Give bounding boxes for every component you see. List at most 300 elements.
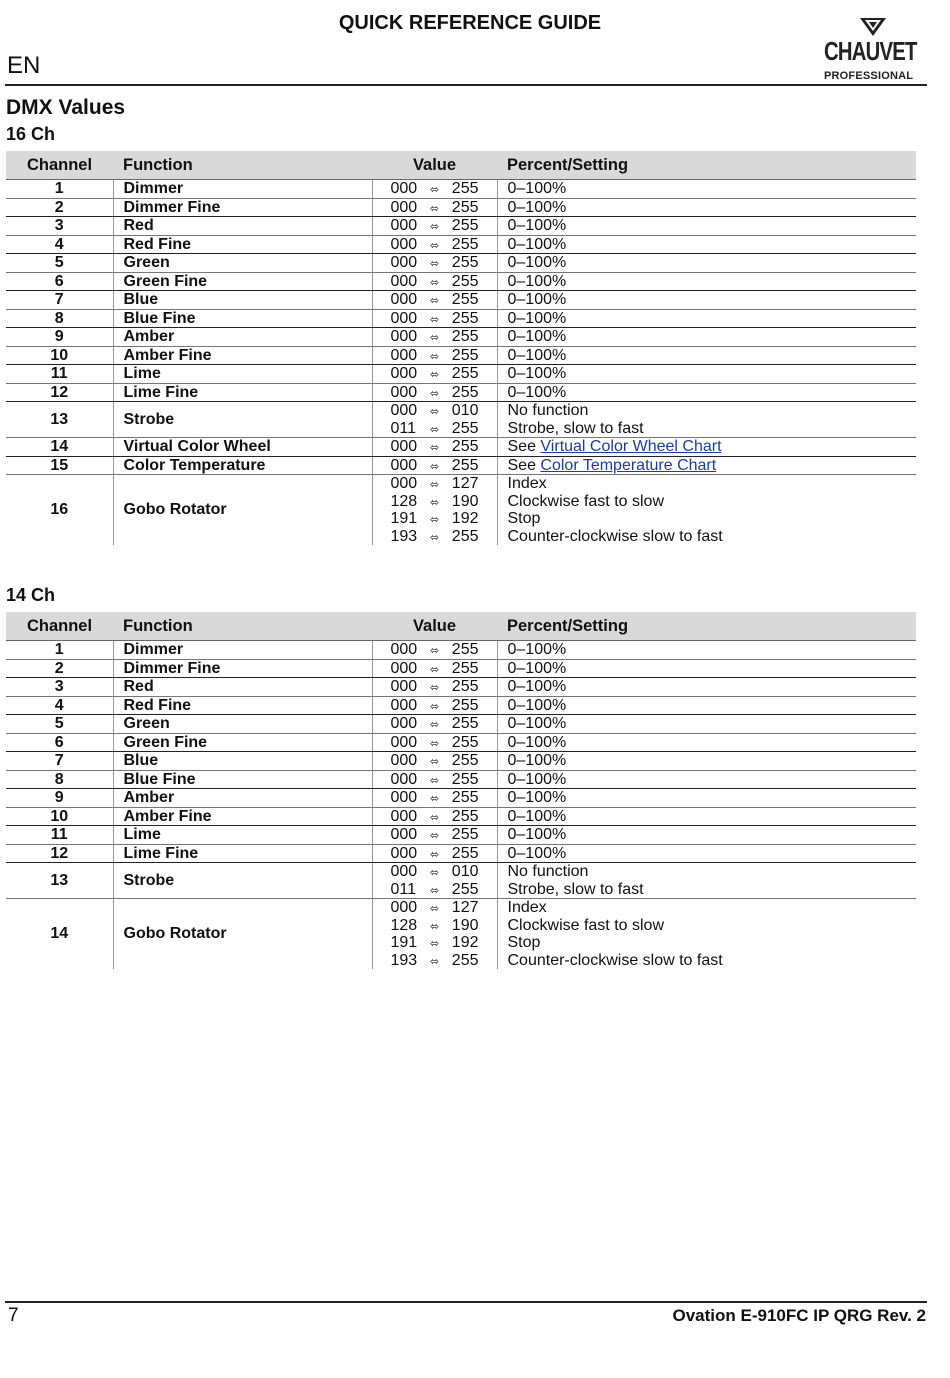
channel-cell: 11 bbox=[6, 826, 113, 845]
value-low: 000 bbox=[390, 456, 418, 474]
value-high: 255 bbox=[451, 770, 479, 788]
setting-cell bbox=[497, 254, 916, 273]
setting-cell bbox=[497, 402, 916, 438]
value-low: 000 bbox=[390, 733, 418, 751]
function-cell: Green bbox=[113, 715, 372, 734]
column-header-value: Value bbox=[372, 151, 497, 180]
setting-text bbox=[508, 438, 917, 456]
function-cell: Dimmer Fine bbox=[113, 659, 372, 678]
setting-text: 0–100% bbox=[507, 733, 567, 751]
value-high: 255 bbox=[451, 346, 479, 364]
logo-subtitle: PROFESSIONAL bbox=[824, 70, 914, 82]
value-range bbox=[391, 917, 497, 935]
value-cell bbox=[372, 309, 497, 328]
value-range bbox=[391, 697, 497, 715]
value-range bbox=[391, 881, 497, 899]
language-code: EN bbox=[7, 52, 41, 79]
value-high: 255 bbox=[451, 715, 479, 732]
double-arrow-icon: ⬄ bbox=[429, 774, 440, 787]
setting-text: No function bbox=[507, 863, 589, 880]
value-low: 000 bbox=[390, 291, 418, 308]
setting-cell bbox=[497, 198, 916, 217]
value-range bbox=[391, 899, 497, 917]
setting-cell bbox=[497, 475, 916, 546]
double-arrow-icon: ⬄ bbox=[429, 830, 440, 842]
value-cell bbox=[372, 715, 497, 734]
table-row bbox=[6, 235, 916, 254]
dmx-table-16ch bbox=[6, 151, 916, 545]
function-cell: Virtual Color Wheel bbox=[113, 438, 372, 457]
table-header-row bbox=[6, 612, 916, 641]
logo-wordmark: CHAUVET bbox=[824, 36, 917, 66]
value-range bbox=[391, 934, 497, 952]
value-cell bbox=[372, 254, 497, 273]
value-cell bbox=[372, 180, 497, 199]
channel-cell: 15 bbox=[6, 456, 113, 475]
double-arrow-icon: ⬄ bbox=[429, 423, 440, 436]
column-header-function: Function bbox=[113, 151, 372, 180]
value-cell bbox=[372, 198, 497, 217]
header-rule bbox=[5, 84, 927, 86]
channel-cell: 8 bbox=[6, 309, 113, 328]
setting-text: 0–100% bbox=[507, 696, 567, 714]
table-row bbox=[6, 402, 916, 438]
channel-cell: 10 bbox=[6, 346, 113, 365]
double-arrow-icon: ⬄ bbox=[429, 514, 440, 526]
value-cell bbox=[372, 365, 497, 384]
setting-cell bbox=[497, 365, 916, 384]
channel-cell: 1 bbox=[6, 641, 113, 660]
double-arrow-icon: ⬄ bbox=[429, 920, 440, 933]
function-cell: Red bbox=[113, 217, 372, 236]
channel-cell: 7 bbox=[6, 291, 113, 310]
value-range bbox=[391, 199, 497, 217]
value-low: 000 bbox=[390, 365, 418, 382]
channel-cell: 4 bbox=[6, 696, 113, 715]
column-header-channel: Channel bbox=[6, 612, 113, 641]
table-row bbox=[6, 272, 916, 291]
table-row bbox=[6, 899, 916, 970]
table-row bbox=[6, 789, 916, 808]
double-arrow-icon: ⬄ bbox=[429, 332, 440, 344]
function-cell: Red bbox=[113, 678, 372, 697]
value-high: 190 bbox=[451, 492, 479, 510]
double-arrow-icon: ⬄ bbox=[429, 848, 440, 861]
value-cell bbox=[372, 770, 497, 789]
setting-text: Counter-clockwise slow to fast bbox=[507, 951, 723, 969]
value-range bbox=[391, 952, 497, 970]
table-row bbox=[6, 844, 916, 863]
value-high: 255 bbox=[451, 419, 479, 437]
value-cell bbox=[372, 863, 497, 899]
footer-rule bbox=[5, 1301, 927, 1303]
value-high: 255 bbox=[451, 678, 479, 695]
double-arrow-icon: ⬄ bbox=[429, 938, 440, 950]
value-low: 193 bbox=[390, 527, 418, 545]
channel-cell: 2 bbox=[6, 659, 113, 678]
function-cell: Gobo Rotator bbox=[113, 475, 372, 546]
value-low: 000 bbox=[390, 198, 418, 216]
value-low: 000 bbox=[390, 309, 418, 327]
table-row bbox=[6, 291, 916, 310]
function-cell: Red Fine bbox=[113, 696, 372, 715]
channel-cell: 7 bbox=[6, 752, 113, 771]
table-row bbox=[6, 733, 916, 752]
setting-text: 0–100% bbox=[507, 198, 567, 216]
setting-text: 0–100% bbox=[507, 235, 567, 253]
value-range bbox=[391, 347, 497, 365]
value-range bbox=[391, 328, 497, 346]
channel-cell: 3 bbox=[6, 678, 113, 697]
value-low: 011 bbox=[390, 419, 417, 437]
table-title-14ch: 14 Ch bbox=[6, 585, 56, 605]
value-range bbox=[391, 510, 497, 528]
double-arrow-icon: ⬄ bbox=[429, 442, 440, 454]
setting-cell bbox=[497, 752, 916, 771]
value-cell bbox=[372, 807, 497, 826]
value-cell bbox=[372, 475, 497, 546]
value-low: 128 bbox=[390, 492, 418, 510]
setting-cell bbox=[497, 826, 916, 845]
function-cell: Lime Fine bbox=[113, 383, 372, 402]
value-cell bbox=[372, 752, 497, 771]
double-arrow-icon: ⬄ bbox=[429, 496, 440, 509]
setting-text: Counter-clockwise slow to fast bbox=[507, 527, 723, 545]
value-low: 000 bbox=[390, 863, 418, 880]
table-row bbox=[6, 770, 916, 789]
setting-cell bbox=[497, 272, 916, 291]
value-low: 000 bbox=[390, 475, 418, 492]
setting-text: 0–100% bbox=[507, 328, 567, 345]
setting-text: 0–100% bbox=[507, 844, 567, 862]
value-range bbox=[391, 826, 497, 844]
setting-text: 0–100% bbox=[507, 365, 567, 382]
double-arrow-icon: ⬄ bbox=[429, 276, 440, 289]
table-row bbox=[6, 254, 916, 273]
value-range bbox=[391, 752, 497, 770]
table-row bbox=[6, 659, 916, 678]
function-cell: Dimmer Fine bbox=[113, 198, 372, 217]
value-low: 128 bbox=[390, 916, 418, 934]
function-cell: Color Temperature bbox=[113, 456, 372, 475]
setting-text: 0–100% bbox=[507, 789, 567, 806]
value-cell bbox=[372, 291, 497, 310]
value-low: 000 bbox=[390, 180, 418, 197]
function-cell: Gobo Rotator bbox=[113, 899, 372, 970]
channel-cell: 10 bbox=[6, 807, 113, 826]
value-low: 191 bbox=[390, 934, 418, 951]
channel-cell: 14 bbox=[6, 438, 113, 457]
setting-text: 0–100% bbox=[507, 272, 567, 290]
double-arrow-icon: ⬄ bbox=[429, 369, 440, 381]
value-cell bbox=[372, 844, 497, 863]
document-reference: Ovation E-910FC IP QRG Rev. 2 bbox=[672, 1306, 926, 1325]
value-range bbox=[391, 475, 497, 493]
value-high: 255 bbox=[451, 826, 479, 843]
setting-cell bbox=[497, 863, 916, 899]
setting-text: Index bbox=[507, 899, 547, 916]
value-range bbox=[391, 236, 497, 254]
setting-text: Clockwise fast to slow bbox=[507, 492, 664, 510]
column-header-function: Function bbox=[113, 612, 372, 641]
value-high: 255 bbox=[451, 807, 479, 825]
channel-cell: 4 bbox=[6, 235, 113, 254]
chart-link[interactable]: Color Temperature Chart bbox=[540, 456, 717, 474]
setting-cell bbox=[497, 180, 916, 199]
value-cell bbox=[372, 328, 497, 347]
double-arrow-icon: ⬄ bbox=[429, 531, 440, 544]
table-row bbox=[6, 346, 916, 365]
value-low: 000 bbox=[390, 254, 418, 271]
value-low: 000 bbox=[390, 807, 418, 825]
double-arrow-icon: ⬄ bbox=[429, 867, 440, 879]
function-cell: Green bbox=[113, 254, 372, 273]
double-arrow-icon: ⬄ bbox=[429, 955, 440, 968]
value-high: 192 bbox=[451, 934, 479, 951]
value-range bbox=[391, 734, 497, 752]
value-range bbox=[391, 217, 497, 235]
value-low: 000 bbox=[390, 696, 418, 714]
value-cell bbox=[372, 826, 497, 845]
double-arrow-icon: ⬄ bbox=[429, 645, 440, 657]
channel-cell: 13 bbox=[6, 863, 113, 899]
value-range bbox=[391, 863, 497, 881]
setting-text: No function bbox=[507, 402, 589, 419]
value-high: 255 bbox=[451, 733, 479, 751]
value-range bbox=[391, 310, 497, 328]
double-arrow-icon: ⬄ bbox=[429, 479, 440, 491]
double-arrow-icon: ⬄ bbox=[429, 719, 440, 731]
table-row bbox=[6, 715, 916, 734]
value-low: 000 bbox=[390, 770, 418, 788]
value-range bbox=[391, 678, 497, 696]
value-high: 255 bbox=[451, 456, 479, 474]
setting-cell bbox=[497, 383, 916, 402]
double-arrow-icon: ⬄ bbox=[429, 811, 440, 824]
value-high: 255 bbox=[451, 641, 479, 658]
channel-cell: 11 bbox=[6, 365, 113, 384]
value-range bbox=[391, 254, 497, 272]
double-arrow-icon: ⬄ bbox=[429, 663, 440, 676]
double-arrow-icon: ⬄ bbox=[429, 903, 440, 915]
double-arrow-icon: ⬄ bbox=[429, 793, 440, 805]
setting-text: 0–100% bbox=[507, 309, 567, 327]
column-header-channel: Channel bbox=[6, 151, 113, 180]
setting-text: Stop bbox=[507, 510, 541, 527]
function-cell: Green Fine bbox=[113, 272, 372, 291]
chart-link[interactable]: Virtual Color Wheel Chart bbox=[540, 438, 722, 455]
table-row bbox=[6, 826, 916, 845]
setting-text: 0–100% bbox=[507, 383, 567, 401]
value-high: 255 bbox=[451, 272, 479, 290]
value-low: 000 bbox=[390, 383, 418, 401]
channel-cell: 2 bbox=[6, 198, 113, 217]
channel-cell: 16 bbox=[6, 475, 113, 546]
value-low: 000 bbox=[390, 641, 418, 658]
column-header-setting: Percent/Setting bbox=[497, 612, 916, 641]
setting-text: 0–100% bbox=[507, 254, 567, 271]
channel-cell: 12 bbox=[6, 383, 113, 402]
value-high: 255 bbox=[451, 328, 479, 345]
value-cell bbox=[372, 383, 497, 402]
value-high: 255 bbox=[451, 789, 479, 806]
setting-text bbox=[508, 457, 917, 475]
value-range bbox=[391, 273, 497, 291]
chauvet-logo bbox=[818, 18, 930, 84]
setting-text: 0–100% bbox=[507, 346, 567, 364]
channel-cell: 3 bbox=[6, 217, 113, 236]
value-range bbox=[391, 180, 497, 198]
double-arrow-icon: ⬄ bbox=[429, 258, 440, 270]
table-row bbox=[6, 365, 916, 384]
column-header-setting: Percent/Setting bbox=[497, 151, 916, 180]
setting-text: Strobe, slow to fast bbox=[507, 880, 644, 898]
value-cell bbox=[372, 678, 497, 697]
value-low: 000 bbox=[390, 752, 418, 769]
value-high: 255 bbox=[451, 880, 479, 898]
setting-text: 0–100% bbox=[507, 715, 567, 732]
setting-prefix: See bbox=[507, 456, 541, 474]
value-range bbox=[391, 528, 497, 546]
double-arrow-icon: ⬄ bbox=[429, 313, 440, 326]
value-range bbox=[391, 420, 497, 438]
value-cell bbox=[372, 438, 497, 457]
setting-cell bbox=[497, 696, 916, 715]
value-low: 191 bbox=[390, 510, 418, 527]
value-low: 000 bbox=[390, 899, 418, 916]
logo-mark-icon bbox=[860, 18, 886, 38]
value-high: 255 bbox=[451, 217, 479, 234]
setting-text: 0–100% bbox=[507, 659, 567, 677]
setting-text: 0–100% bbox=[507, 180, 567, 197]
double-arrow-icon: ⬄ bbox=[429, 295, 440, 307]
table-row bbox=[6, 807, 916, 826]
value-high: 127 bbox=[451, 899, 479, 916]
setting-cell bbox=[497, 844, 916, 863]
value-high: 255 bbox=[451, 291, 479, 308]
table-row bbox=[6, 475, 916, 546]
setting-cell bbox=[497, 770, 916, 789]
table-row bbox=[6, 438, 916, 457]
value-range bbox=[391, 493, 497, 511]
setting-text: 0–100% bbox=[507, 752, 567, 769]
function-cell: Green Fine bbox=[113, 733, 372, 752]
function-cell: Blue bbox=[113, 752, 372, 771]
double-arrow-icon: ⬄ bbox=[429, 239, 440, 252]
value-low: 000 bbox=[390, 826, 418, 843]
double-arrow-icon: ⬄ bbox=[429, 221, 440, 233]
table-row bbox=[6, 383, 916, 402]
value-range bbox=[391, 789, 497, 807]
setting-cell bbox=[497, 328, 916, 347]
channel-cell: 14 bbox=[6, 899, 113, 970]
table-row bbox=[6, 678, 916, 697]
setting-cell bbox=[497, 641, 916, 660]
channel-cell: 13 bbox=[6, 402, 113, 438]
page-number: 7 bbox=[8, 1305, 19, 1326]
table-row bbox=[6, 696, 916, 715]
value-high: 010 bbox=[451, 863, 479, 880]
double-arrow-icon: ⬄ bbox=[429, 884, 440, 897]
function-cell: Amber bbox=[113, 328, 372, 347]
function-cell: Amber Fine bbox=[113, 346, 372, 365]
function-cell: Amber Fine bbox=[113, 807, 372, 826]
value-range bbox=[391, 365, 497, 383]
value-cell bbox=[372, 659, 497, 678]
value-high: 190 bbox=[451, 916, 479, 934]
value-low: 000 bbox=[390, 235, 418, 253]
double-arrow-icon: ⬄ bbox=[429, 184, 440, 196]
value-cell bbox=[372, 235, 497, 254]
double-arrow-icon: ⬄ bbox=[429, 350, 440, 363]
value-low: 000 bbox=[390, 715, 418, 732]
table-row bbox=[6, 180, 916, 199]
value-high: 255 bbox=[451, 254, 479, 271]
setting-text: 0–100% bbox=[507, 807, 567, 825]
double-arrow-icon: ⬄ bbox=[429, 700, 440, 713]
double-arrow-icon: ⬄ bbox=[429, 387, 440, 400]
channel-cell: 6 bbox=[6, 272, 113, 291]
setting-text: 0–100% bbox=[507, 291, 567, 308]
value-high: 192 bbox=[451, 510, 479, 527]
value-high: 255 bbox=[451, 198, 479, 216]
setting-text: Index bbox=[507, 475, 547, 492]
value-range bbox=[391, 402, 497, 420]
double-arrow-icon: ⬄ bbox=[429, 737, 440, 750]
double-arrow-icon: ⬄ bbox=[429, 406, 440, 418]
value-range bbox=[391, 438, 497, 456]
value-cell bbox=[372, 641, 497, 660]
setting-cell bbox=[497, 789, 916, 808]
channel-cell: 9 bbox=[6, 328, 113, 347]
double-arrow-icon: ⬄ bbox=[429, 682, 440, 694]
function-cell: Dimmer bbox=[113, 641, 372, 660]
channel-cell: 12 bbox=[6, 844, 113, 863]
value-cell bbox=[372, 456, 497, 475]
setting-cell bbox=[497, 733, 916, 752]
function-cell: Lime Fine bbox=[113, 844, 372, 863]
table-header-row bbox=[6, 151, 916, 180]
value-low: 000 bbox=[390, 217, 418, 234]
setting-cell bbox=[497, 807, 916, 826]
value-high: 255 bbox=[451, 365, 479, 382]
channel-cell: 9 bbox=[6, 789, 113, 808]
channel-cell: 6 bbox=[6, 733, 113, 752]
channel-cell: 5 bbox=[6, 254, 113, 273]
setting-cell bbox=[497, 438, 916, 457]
value-low: 011 bbox=[390, 880, 417, 898]
value-high: 255 bbox=[451, 309, 479, 327]
setting-text: 0–100% bbox=[507, 770, 567, 788]
setting-text: 0–100% bbox=[507, 826, 567, 843]
function-cell: Lime bbox=[113, 826, 372, 845]
value-low: 000 bbox=[390, 328, 418, 345]
function-cell: Dimmer bbox=[113, 180, 372, 199]
setting-text: 0–100% bbox=[507, 641, 567, 658]
value-low: 000 bbox=[390, 272, 418, 290]
value-high: 255 bbox=[451, 180, 479, 197]
value-high: 255 bbox=[451, 659, 479, 677]
setting-text: 0–100% bbox=[507, 217, 567, 234]
table-row bbox=[6, 863, 916, 899]
setting-text: Stop bbox=[507, 934, 541, 951]
value-high: 255 bbox=[451, 383, 479, 401]
value-low: 000 bbox=[390, 402, 418, 419]
setting-cell bbox=[497, 715, 916, 734]
value-range bbox=[391, 291, 497, 309]
table-row bbox=[6, 456, 916, 475]
value-cell bbox=[372, 899, 497, 970]
